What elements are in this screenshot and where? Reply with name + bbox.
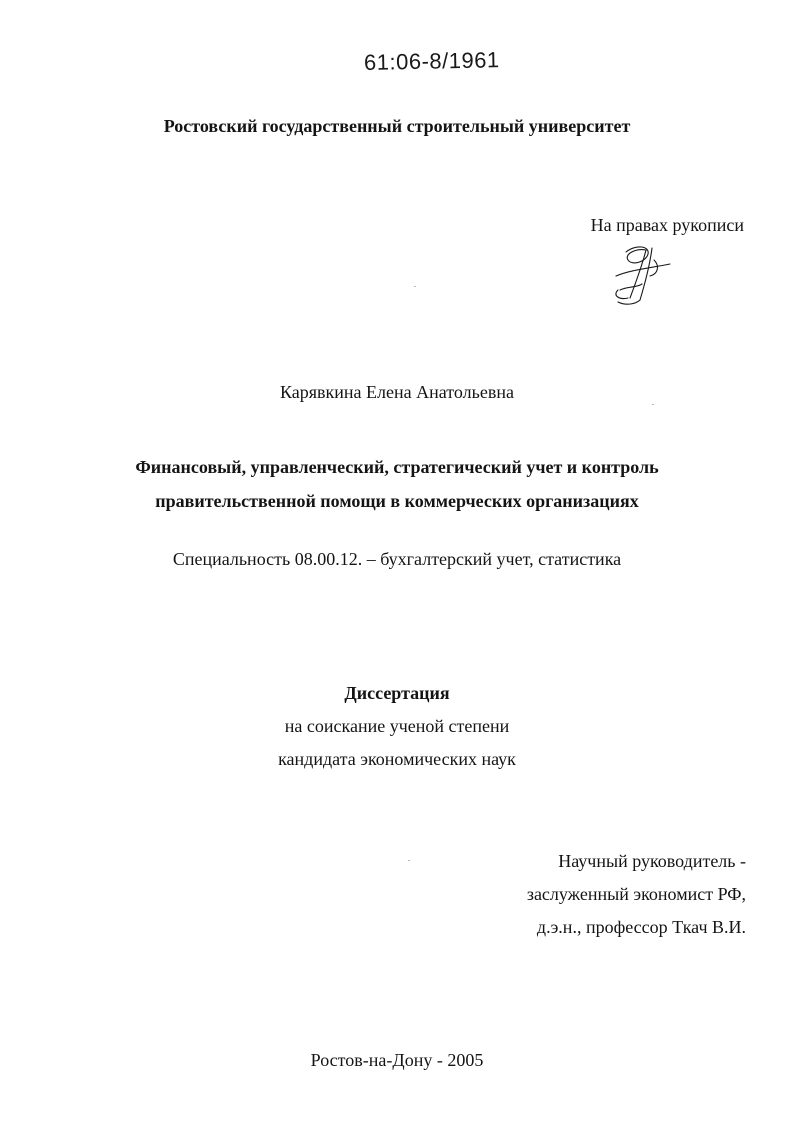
dissertation-degree-line-1: на соискание ученой степени — [284, 716, 510, 736]
supervisor-line-1: Научный руководитель - — [558, 851, 746, 871]
dissertation-degree-line-2: кандидата экономических наук — [278, 749, 516, 769]
university-name: Ростовский государственный строительный университет — [163, 116, 631, 136]
city-year: Ростов-на-Дону - 2005 — [310, 1050, 484, 1070]
author-name: Карявкина Елена Анатольевна — [280, 382, 514, 402]
manuscript-note: На правах рукописи — [590, 215, 744, 235]
dissertation-label: Диссертация — [344, 683, 450, 703]
scan-speck — [408, 860, 410, 861]
scan-speck — [652, 404, 654, 405]
catalog-number: 61:06-8/1961 — [363, 47, 500, 75]
dissertation-title — [0, 450, 794, 518]
specialty: Специальность 08.00.12. – бухгалтерский учет, статистика — [172, 549, 622, 569]
supervisor-line-3: д.э.н., профессор Ткач В.И. — [536, 917, 746, 937]
title-line-1: Финансовый, управленческий, стратегический учет и контроль — [135, 457, 659, 477]
title-line-2: правительственной помощи в коммерческих организациях — [155, 491, 639, 511]
supervisor-line-2: заслуженный экономист РФ, — [526, 884, 746, 904]
signature-image — [606, 240, 678, 310]
scan-speck — [414, 286, 416, 287]
